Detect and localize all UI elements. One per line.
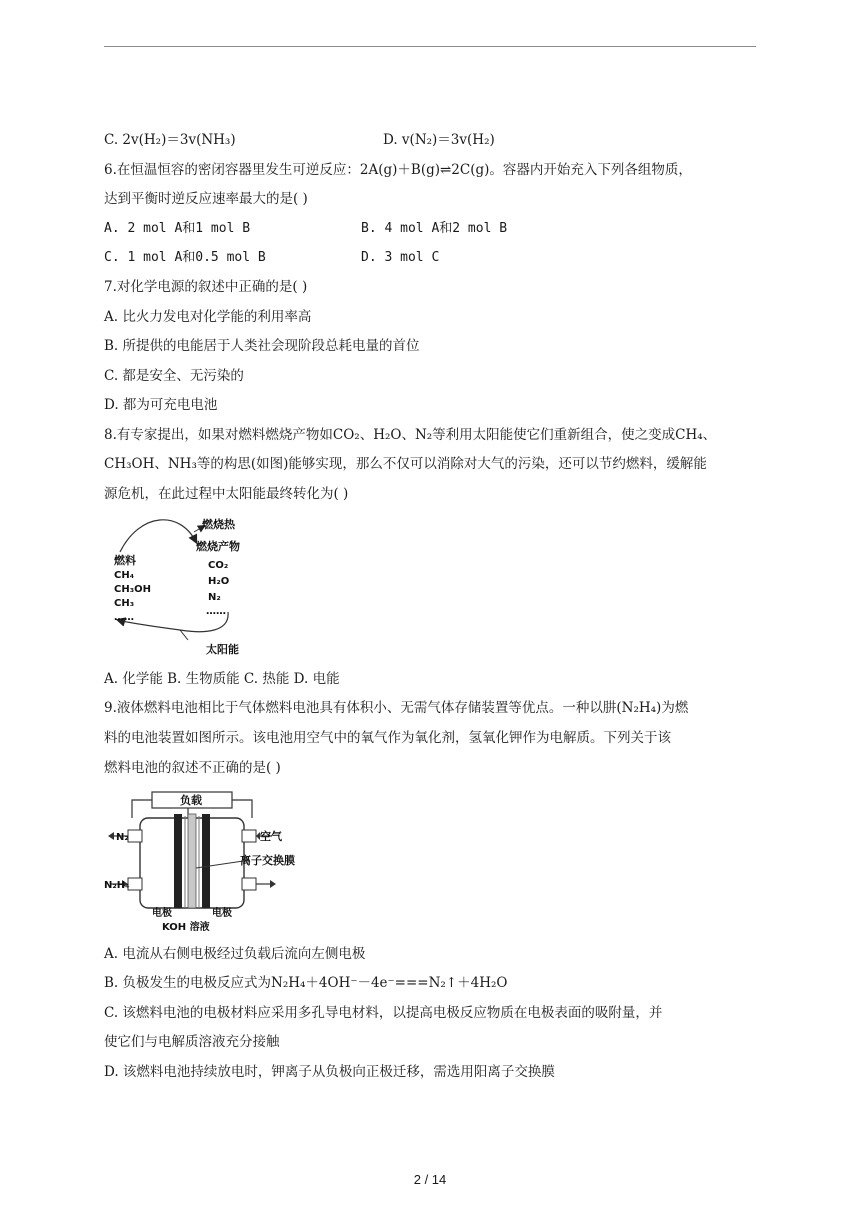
q7-option-c: C. 都是安全、无污染的: [104, 368, 244, 384]
label-h2o: H₂O: [208, 576, 230, 587]
label-ch3oh: CH₃OH: [114, 584, 151, 595]
q8-stem-line2: CH₃OH、NH₃等的构思(如图)能够实现，那么不仅可以消除对大气的污染，还可以节约燃料，缓解能: [104, 456, 707, 472]
label-ch4: CH₄: [114, 570, 135, 581]
header-rule: [104, 46, 756, 47]
label-membrane: 离子交换膜: [240, 854, 295, 867]
label-n2h4-in: N₂H₄: [104, 880, 130, 891]
q6-option-c: C. 1 mol A和0.5 mol B: [104, 250, 266, 265]
q6-stem-line2: 达到平衡时逆反应速率最大的是( ): [104, 191, 308, 207]
q5-option-c: C. 2v(H₂)＝3v(NH₃): [104, 132, 236, 148]
label-solar-energy: 太阳能: [206, 643, 239, 656]
q8-stem-line3: 源危机，在此过程中太阳能最终转化为( ): [104, 486, 349, 502]
label-n2: N₂: [208, 592, 221, 603]
q9-stem-line1: 9.液体燃料电池相比于气体燃料电池具有体积小、无需气体存储装置等优点。一种以肼(N₂H₄)为燃: [104, 700, 689, 716]
label-co2: CO₂: [208, 560, 229, 571]
q7-stem: 7.对化学电源的叙述中正确的是( ): [104, 279, 308, 295]
q6-stem-line1: 6.在恒温恒容的密闭容器里发生可逆反应：2A(g)＋B(g)⇌2C(g)。容器内开始充入下列各组物质，: [104, 162, 692, 178]
q9-stem-line2: 料的电池装置如图所示。该电池用空气中的氧气作为氧化剂，氢氧化钾作为电解质。下列关于该: [104, 730, 671, 746]
label-right-electrode: 电极: [212, 908, 232, 919]
right-electrode: [202, 814, 210, 908]
fuel-cell-diagram: [100, 788, 310, 936]
label-n2-out: N₂: [116, 832, 129, 843]
fuel-cycle-diagram: [110, 512, 260, 660]
q5-option-d: D. v(N₂)＝3v(H₂): [383, 132, 495, 148]
q9-option-d: D. 该燃料电池持续放电时，钾离子从负极向正极迁移，需选用阳离子交换膜: [104, 1064, 555, 1080]
label-load: 负载: [180, 794, 202, 807]
q8-options: A. 化学能 B. 生物质能 C. 热能 D. 电能: [104, 671, 340, 687]
q7-option-a: A. 比火力发电对化学能的利用率高: [104, 309, 312, 325]
ion-exchange-membrane: [188, 814, 196, 908]
label-koh-solution: KOH 溶液: [162, 922, 210, 933]
q6-option-b: B. 4 mol A和2 mol B: [361, 221, 508, 236]
q9-option-b: B. 负极发生的电极反应式为N₂H₄＋4OH⁻－4e⁻===N₂↑＋4H₂O: [104, 975, 508, 991]
label-air: 空气: [260, 830, 282, 843]
q6-option-a: A. 2 mol A和1 mol B: [104, 221, 251, 236]
label-fuel-more: ……: [114, 612, 134, 623]
q9-option-a: A. 电流从右侧电极经过负载后流向左侧电极: [104, 946, 366, 962]
label-combustion-heat: 燃烧热: [202, 518, 235, 531]
page-number: 2 / 14: [413, 1172, 447, 1187]
q6-option-d: D. 3 mol C: [361, 250, 440, 265]
q7-option-d: D. 都为可充电电池: [104, 397, 218, 413]
left-electrode: [174, 814, 182, 908]
q7-option-b: B. 所提供的电能居于人类社会现阶段总耗电量的首位: [104, 338, 420, 354]
label-fuel: 燃料: [114, 554, 136, 567]
q9-option-c-line1: C. 该燃料电池的电极材料应采用多孔导电材料，以提高电极反应物质在电极表面的吸附量，并: [104, 1005, 663, 1021]
combustion-arrow: [120, 520, 196, 552]
label-combustion-products: 燃烧产物: [196, 540, 240, 553]
label-left-electrode: 电极: [152, 908, 172, 919]
q9-option-c-line2: 使它们与电解质溶液充分接触: [104, 1034, 280, 1050]
q9-stem-line3: 燃料电池的叙述不正确的是( ): [104, 760, 281, 776]
label-products-more: ……: [206, 606, 226, 617]
label-ch3: CH₃: [114, 598, 135, 609]
q8-stem-line1: 8.有专家提出，如果对燃料燃烧产物如CO₂、H₂O、N₂等利用太阳能使它们重新组合，使之变成CH₄、: [104, 427, 717, 443]
